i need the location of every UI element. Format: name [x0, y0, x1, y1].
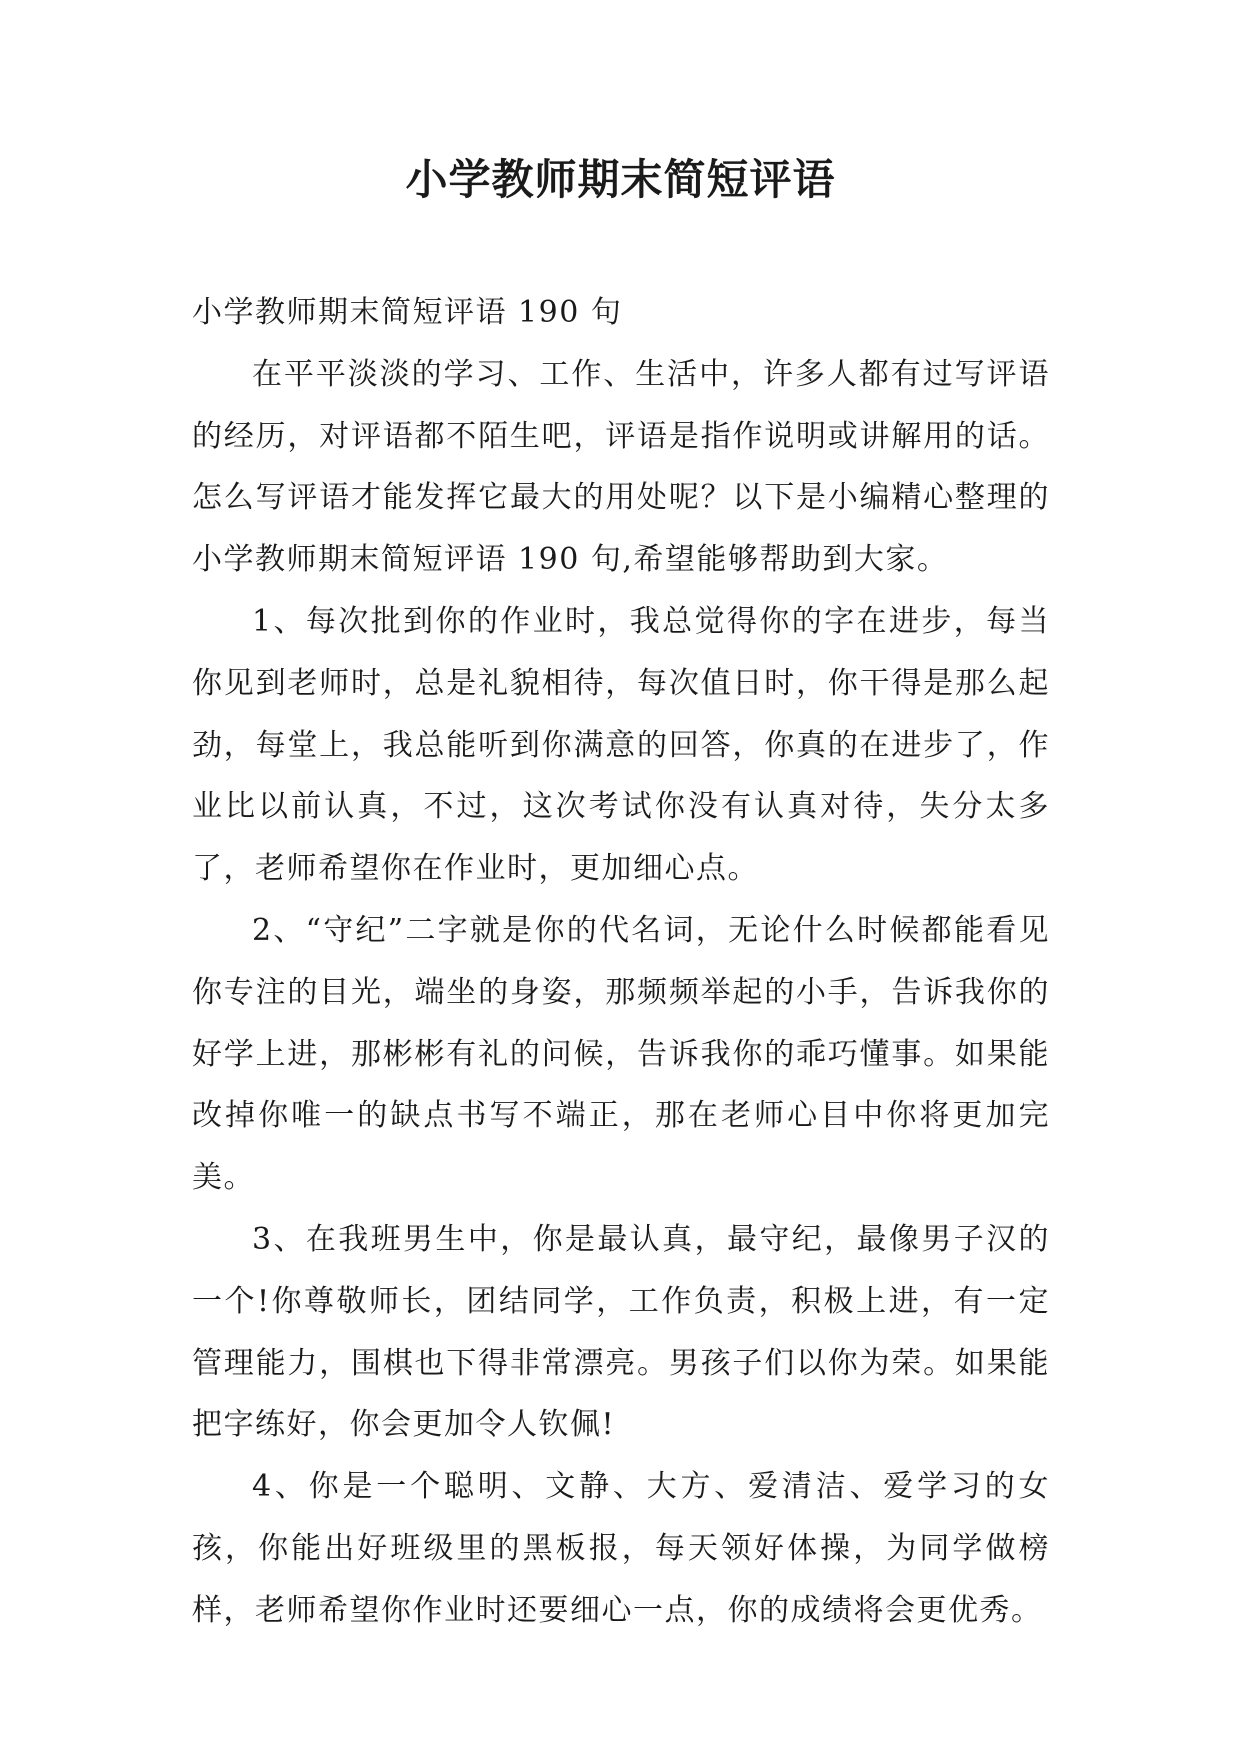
document-body: [192, 282, 1050, 1642]
document-title: 小学教师期末简短评语: [405, 155, 836, 204]
paragraph-comment-3: 3、在我班男生中，你是最认真，最守纪，最像男子汉的一个!你尊敬师长，团结同学，工作负责，积极上进，有一定管理能力，围棋也下得非常漂亮。男孩子们以你为荣。如果能把字练好，你会更加令人钦佩!: [192, 1221, 1050, 1443]
document-subtitle: 小学教师期末简短评语 190 句: [192, 295, 623, 330]
paragraph-intro: 在平平淡淡的学习、工作、生活中，许多人都有过写评语的经历，对评语都不陌生吧，评语是指作说明或讲解用的话。怎么写评语才能发挥它最大的用处呢？以下是小编精心整理的小学教师期末简短评语 190 句,希望能够帮助到大家。: [192, 356, 1050, 578]
paragraph-comment-1: 1、每次批到你的作业时，我总觉得你的字在进步，每当你见到老师时，总是礼貌相待，每次值日时，你干得是那么起劲，每堂上，我总能听到你满意的回答，你真的在进步了，作业比以前认真，不过，这次考试你没有认真对待，失分太多了，老师希望你在作业时，更加细心点。: [192, 603, 1050, 887]
paragraph-comment-4: 4、你是一个聪明、文静、大方、爱清洁、爱学习的女孩，你能出好班级里的黑板报，每天领好体操，为同学做榜样，老师希望你作业时还要细心一点，你的成绩将会更优秀。: [192, 1469, 1050, 1628]
paragraph-comment-2: 2、“守纪”二字就是你的代名词，无论什么时候都能看见你专注的目光，端坐的身姿，那频频举起的小手，告诉我你的好学上进，那彬彬有礼的问候，告诉我你的乖巧懂事。如果能改掉你唯一的缺点书写不端正，那在老师心目中你将更加完美。: [192, 912, 1050, 1196]
